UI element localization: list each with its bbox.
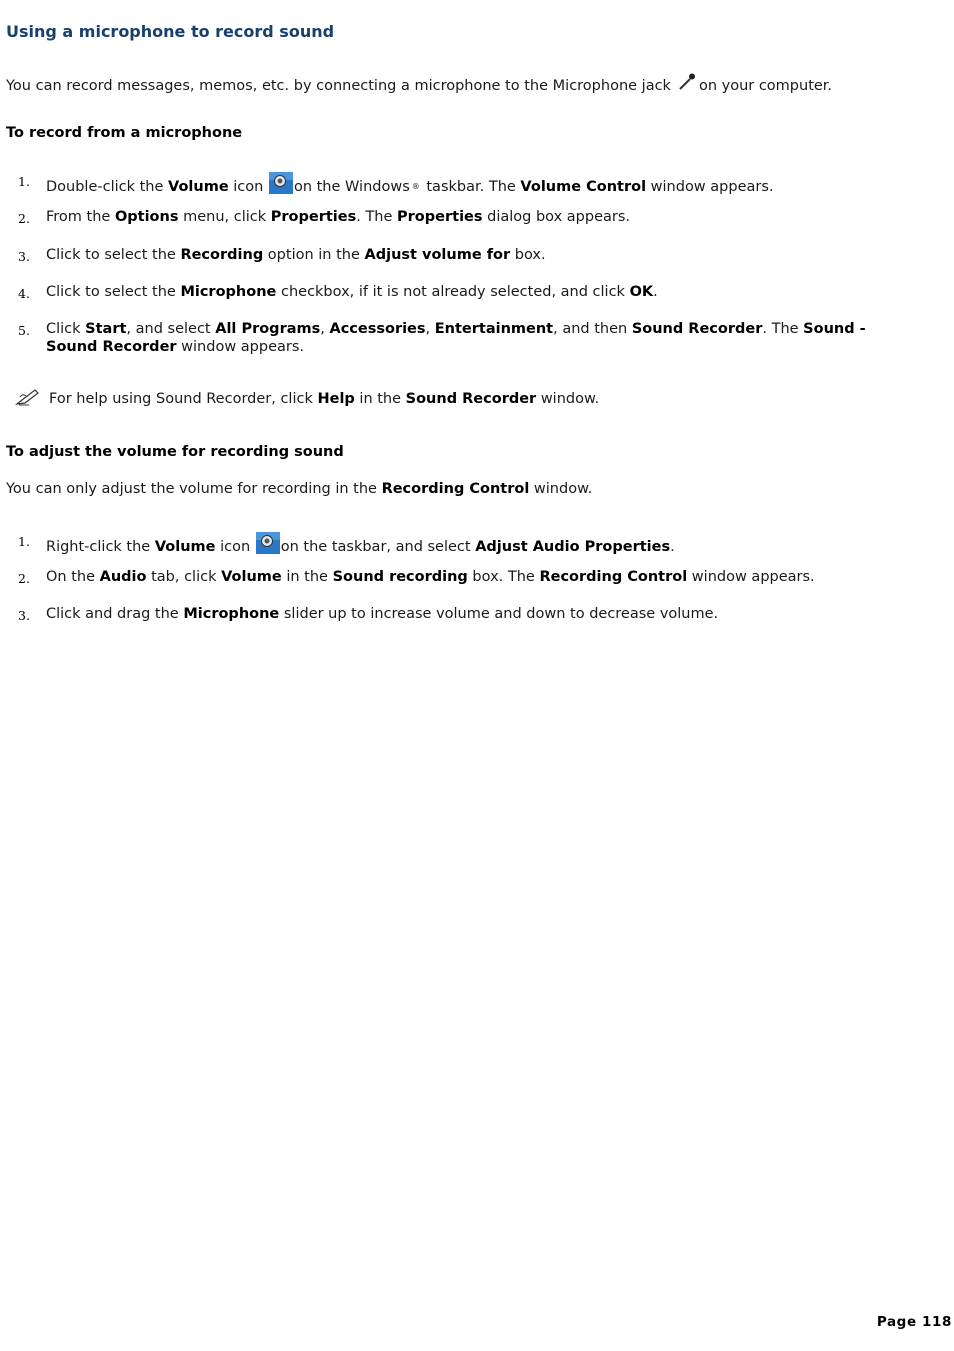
page-title: Using a microphone to record sound (6, 22, 335, 41)
section-heading: To adjust the volume for recording sound (6, 444, 344, 460)
page-number: Page 118 (876, 1314, 952, 1330)
step-number: 4. (18, 286, 30, 301)
step-text: Click Start, and select All Programs, Accessories, Entertainment, and then Sound Recorder. The Sound - (46, 321, 866, 337)
note-text: For help using Sound Recorder, click Help in the Sound Recorder window. (49, 391, 600, 407)
intro-paragraph: You can record messages, memos, etc. by connecting a microphone to the Microphone jack on your computer. (6, 72, 832, 94)
step-text: Double-click the Volume icon on the Windows ® taskbar. The Volume Control window appears. (46, 172, 774, 195)
volume-icon (256, 532, 280, 554)
step-number: 1. (18, 534, 30, 549)
section-heading: To record from a microphone (6, 125, 243, 141)
microphone-icon (677, 72, 697, 92)
step-text-continuation: Sound Recorder window appears. (46, 339, 305, 355)
note-pencil-icon (15, 387, 41, 411)
step-text: Right-click the Volume icon on the taskbar, and select Adjust Audio Properties. (46, 532, 675, 555)
step-text: Click and drag the Microphone slider up to increase volume and down to decrease volume. (46, 606, 719, 622)
volume-icon (269, 172, 293, 194)
step-text: From the Options menu, click Properties. The Properties dialog box appears. (46, 209, 631, 225)
step-text: Click to select the Microphone checkbox, if it is not already selected, and click OK. (46, 284, 658, 300)
step-number: 3. (18, 608, 30, 623)
step-number: 5. (18, 323, 30, 338)
step-text: Click to select the Recording option in the Adjust volume for box. (46, 247, 546, 263)
step-number: 3. (18, 249, 30, 264)
step-number: 1. (18, 174, 30, 189)
step-number: 2. (18, 571, 30, 586)
step-number: 2. (18, 211, 30, 226)
section-intro: You can only adjust the volume for recording in the Recording Control window. (6, 481, 593, 497)
step-text: On the Audio tab, click Volume in the Sound recording box. The Recording Control window appears. (46, 569, 815, 585)
